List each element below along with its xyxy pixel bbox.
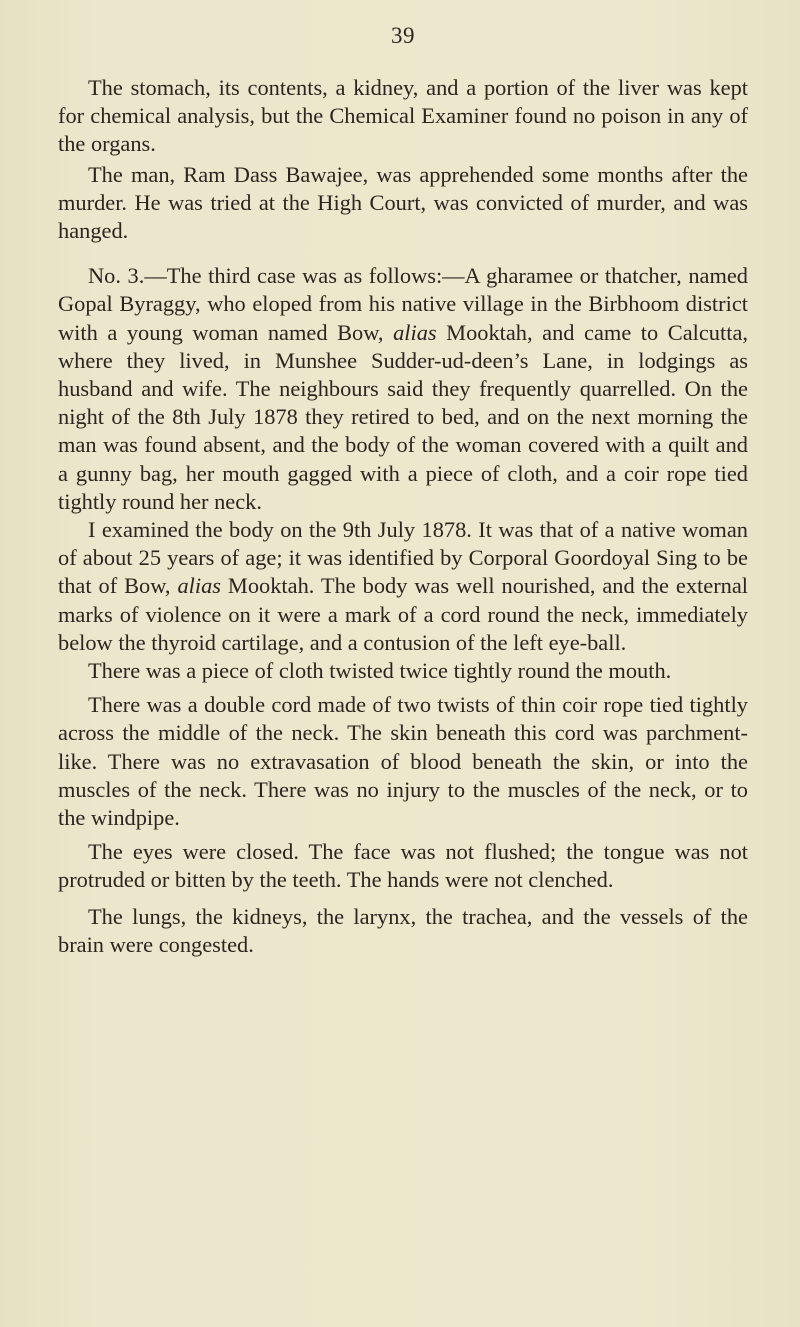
paragraph-case-three — [58, 262, 748, 516]
case-three-alias: alias — [393, 319, 437, 345]
paragraph-apprehension: The man, Ram Dass Bawajee, was apprehended some months after the murder. He was tried at the High Court, was convicted of murder, and was hanged. — [58, 161, 748, 244]
page-number: 39 — [391, 23, 415, 48]
examination-alias: alias — [177, 573, 221, 599]
paragraph-eyes-closed: The eyes were closed. The face was not flushed; the tongue was not protruded or bitten by the teeth. The hands were not clenched. — [58, 839, 748, 893]
case-three-text-b: Mooktah, and came to Calcutta, where they lived, in Munshee Sudder-ud-deen’s Lane, in lodgings as husband and wife. The neighbours said they frequently quarrelled. On the night of the 8th July 1878 they retired to bed, and on the next morning the man was found absent, and the body of the woman covered with a quilt and a gunny bag, her mouth gagged with a piece of cloth, and a coir rope tied tightly round her neck. — [58, 319, 748, 514]
paragraph-chemical-analysis: The stomach, its contents, a kidney, and a portion of the liver was kept for chemical analysis, but the Chemical Examiner found no poison in any of the organs. — [58, 75, 748, 157]
case-three-text-a: No. 3.—The third case was as follows:—A gharamee or thatcher, named Gopal Byraggy, who eloped from his native village in the Birbhoom district with a young woman named Bow, — [58, 263, 748, 345]
paragraph-double-cord: There was a double cord made of two twists of thin coir rope tied tightly across the middle of the neck. The skin beneath this cord was parchment-like. There was no extravasation of blood beneath the skin, or into the muscles of the neck. There was no injury to the muscles of the neck, or to the windpipe. — [58, 692, 748, 831]
examination-text-b: Mooktah. The body was well nourished, and the external marks of violence on it were a mark of a cord round the neck, immediately below the thyroid cartilage, and a contusion of the left eye-ball. — [58, 573, 749, 655]
paragraph-congestion: The lungs, the kidneys, the larynx, the trachea, and the vessels of the brain were congested. — [58, 903, 748, 957]
paragraph-examination — [58, 516, 748, 657]
examination-text-a: I examined the body on the 9th July 1878. It was that of a native woman of about 25 years of age; it was identified by Corporal Goordoyal Sing to be that of Bow, — [58, 517, 748, 599]
paragraph-cloth-mouth: There was a piece of cloth twisted twice tightly round the mouth. — [88, 658, 672, 684]
